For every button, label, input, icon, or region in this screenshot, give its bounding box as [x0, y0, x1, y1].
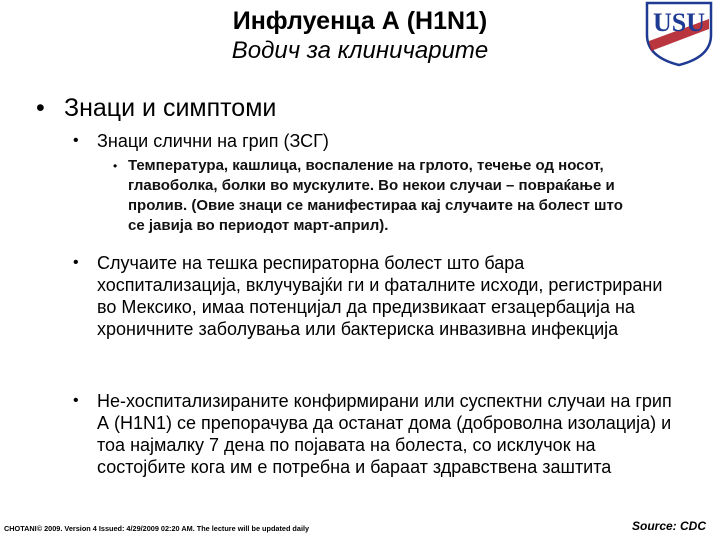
bullet-dot: • — [73, 132, 79, 149]
detail-bullet-item — [113, 156, 633, 236]
bullet-dot: • — [113, 159, 118, 173]
footer-source: Source: CDC — [631, 519, 706, 533]
slide-title: Инфлуенца А (H1N1) — [232, 7, 488, 35]
bullet-item — [73, 252, 673, 340]
bullet-dot: • — [73, 254, 79, 271]
bullet-text: Знаци слични на грип (ЗСГ) — [97, 131, 329, 151]
bullet-item — [73, 390, 673, 478]
bullet-dot: • — [73, 392, 79, 409]
logo-letters: USU — [652, 8, 706, 37]
detail-text: Температура, кашлица, воспаление на грлото, течење од носот, главоболка, болки во мускулите. Во некои случаи – повраќање и пролив. (Овие знаци се манифестираа кај случаите на болест што се јавија во периодот март-април). — [128, 157, 623, 234]
bullet-dot: • — [36, 94, 45, 122]
section-heading: Знаци и симптоми — [64, 94, 277, 122]
bullet-text: Не-хоспитализираните конфирмирани или суспектни случаи на грип А (H1N1) се препорачува да останат дома (доброволна изолација) и тоа најмалку 7 дена по појавата на болеста, со исклучок на состојбите кога им е потребна и бараат здравствена заштита — [97, 391, 672, 477]
footer-copyright: CHOTANI© 2009. Version 4 Issued: 4/29/2009 02:20 AM. The lecture will be updated daily — [4, 524, 310, 533]
bullet-text: Случаите на тешка респираторна болест што бара хоспитализација, вклучувајќи ги и фаталните исходи, регистрирани во Мексико, имаа потенцијал да предизвикаат егзацербација на хроничните заболувања или бактериска инвазивна инфекција — [97, 253, 663, 339]
slide-subtitle: Водич за клиничарите — [231, 37, 489, 64]
bullet-item — [73, 130, 673, 152]
